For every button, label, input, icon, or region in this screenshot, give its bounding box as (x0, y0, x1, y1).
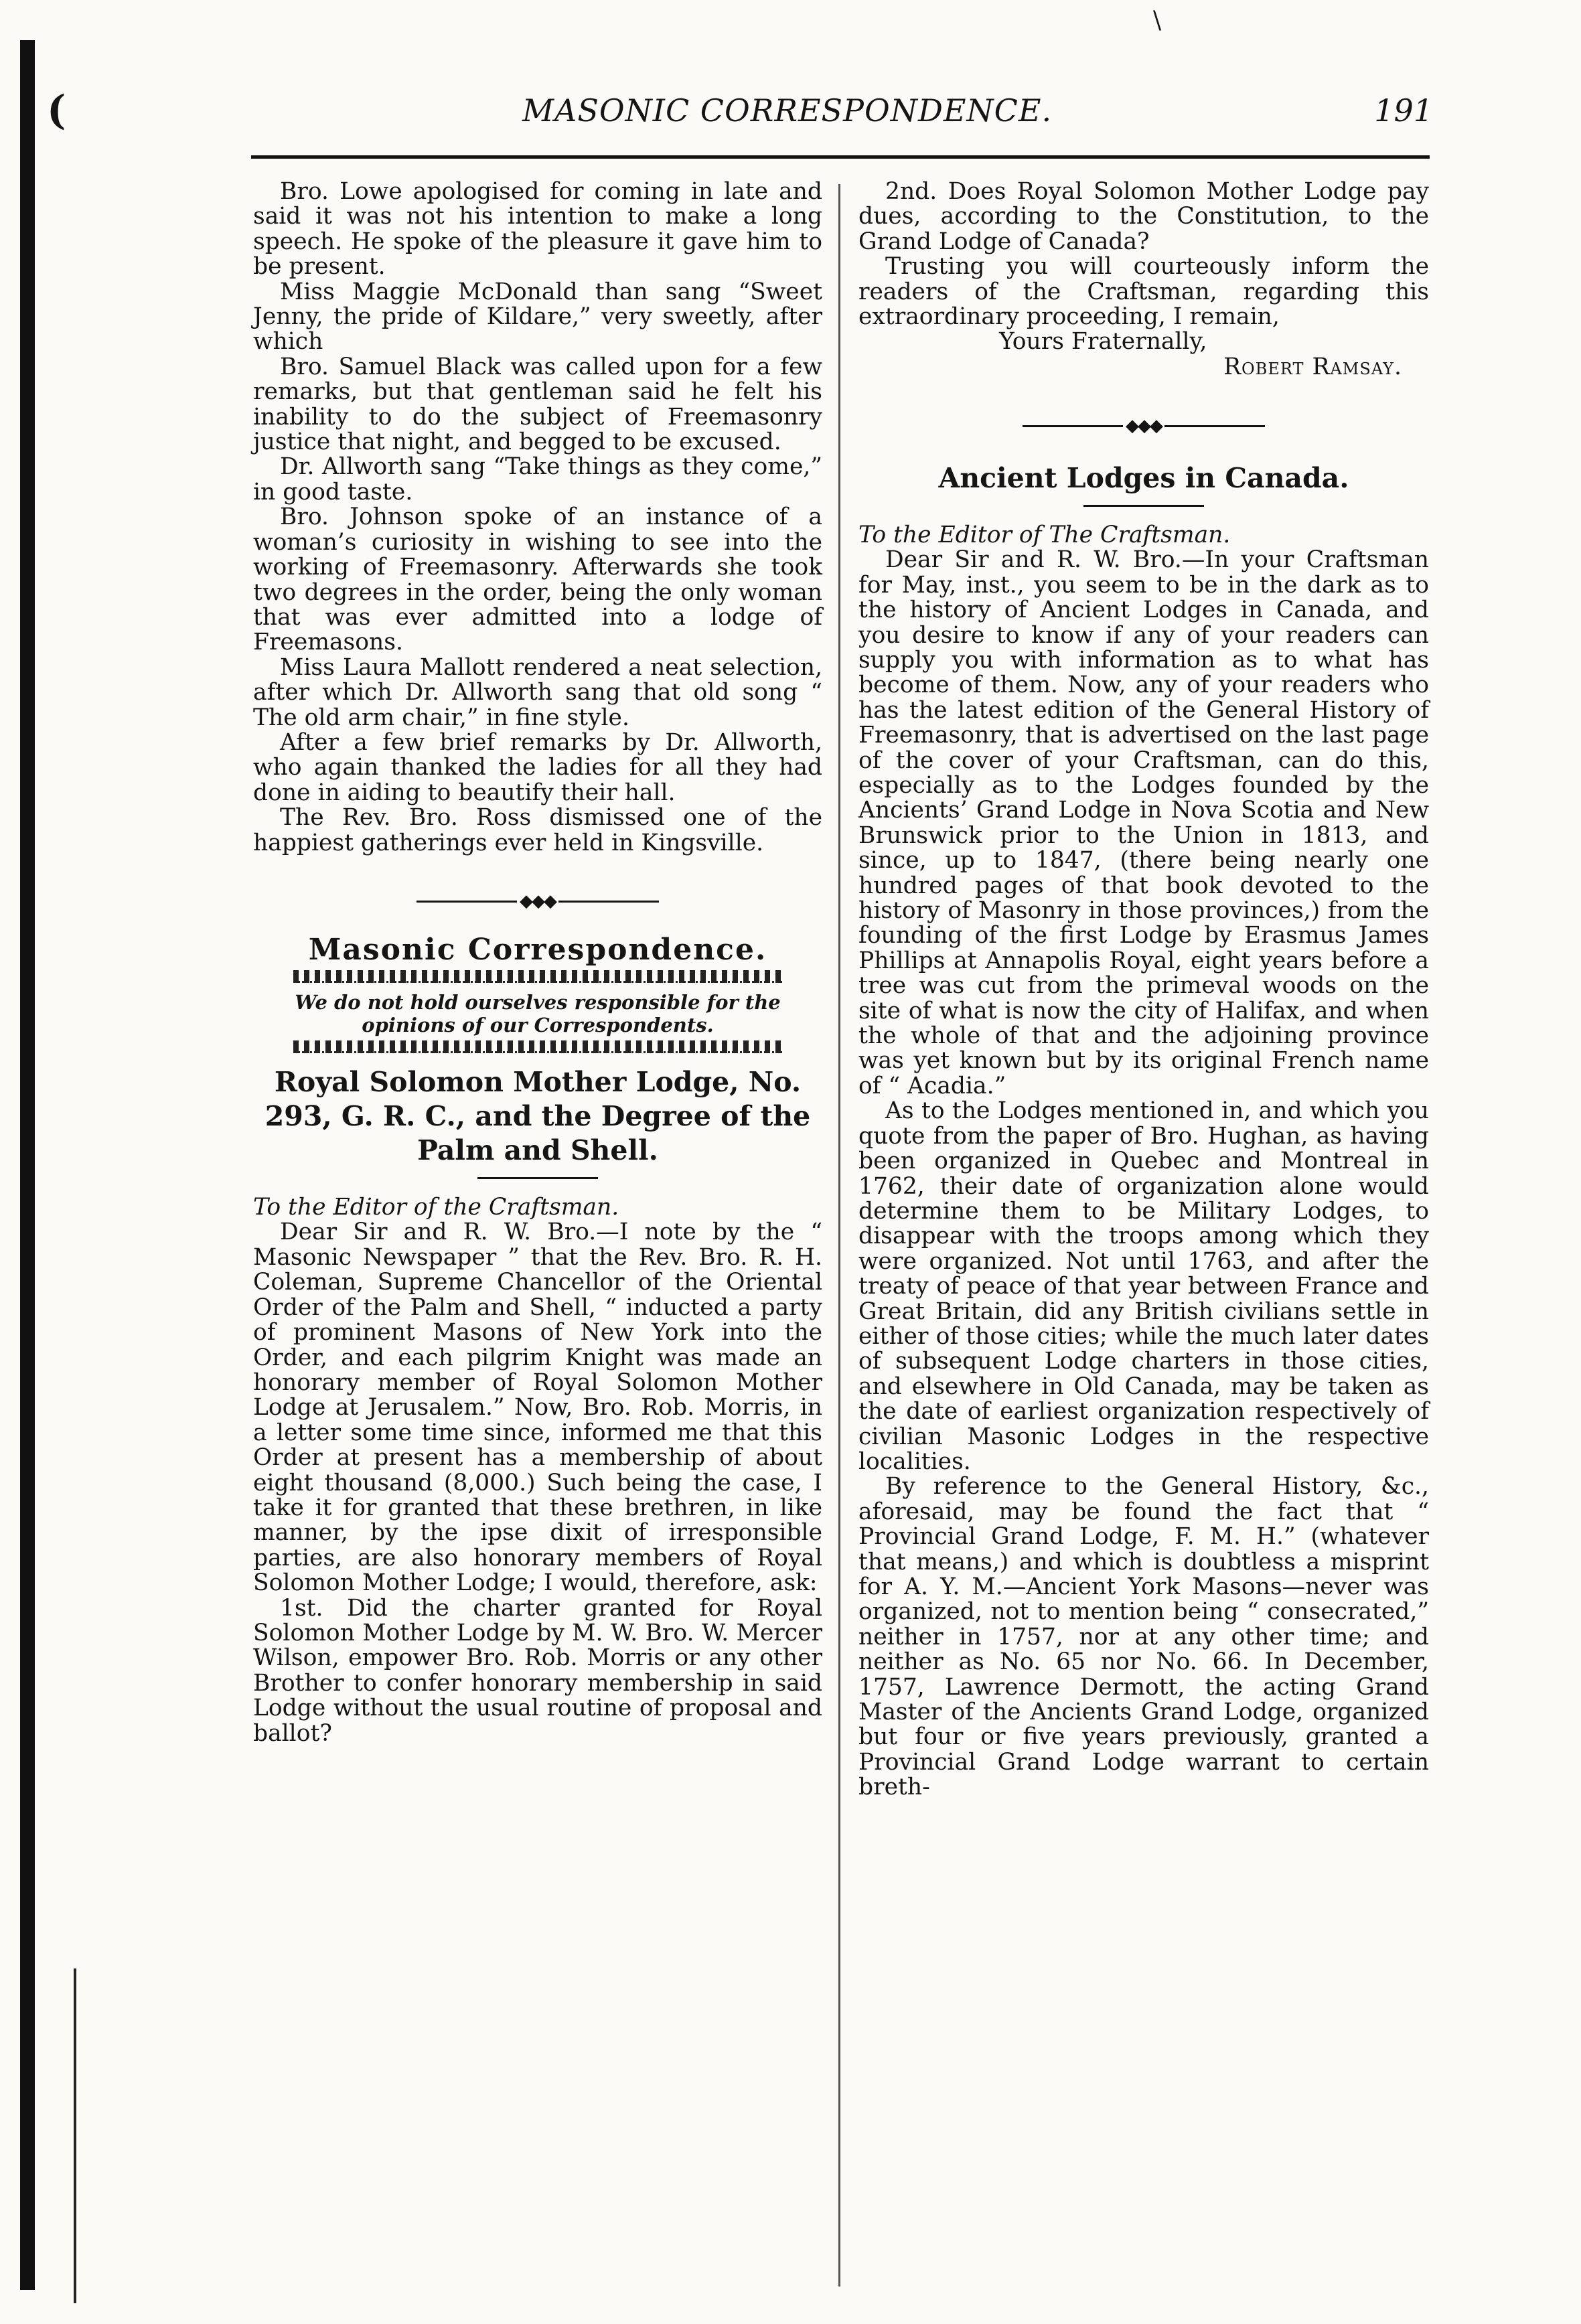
paragraph: By reference to the General History, &c., aforesaid, may be found the fact that “ Provincial Grand Lodge, F. M. H.” (whatever that means,) and which is doubtless a misprint for A. Y. M.—Ancient York Masons—never was organized, not to mention being “ consecrated,” neither in 1757, nor at any other time; and neither as No. 65 nor No. 66. In December, 1757, Lawrence Dermott, the acting Grand Master of the Ancients Grand Lodge, organized but four or five years previously, granted a Provincial Grand Lodge warrant to certain breth- (858, 1473, 1429, 1801)
paragraph: Bro. Johnson spoke of an instance of a woman’s curiosity in wishing to see into the working of Freemasonry. Afterwards she took two degrees in the order, being the only woman that was ever admitted into a lodge of Freemasons. (253, 503, 822, 656)
closing: Yours Fraternally, (999, 328, 1207, 356)
right-column (858, 179, 1429, 1800)
paragraph: 1st. Did the charter granted for Royal Solomon Mother Lodge by M. W. Bro. W. Mercer Wilson, empower Bro. Rob. Morris or any other Brother to confer honorary membership in said Lodge without the usual routine of proposal and ballot? (253, 1594, 822, 1747)
margin-rule (74, 1968, 76, 2303)
ornament-divider: ◆◆◆ (253, 889, 822, 915)
paragraph: After a few brief remarks by Dr. Allworth, who again thanked the ladies for all they had done in aiding to beautify their hall. (253, 728, 822, 806)
paragraph: Miss Maggie McDonald than sang “Sweet Jenny, the pride of Kildare,” very sweetly, after which (253, 278, 822, 356)
section-title: Masonic Correspondence. (308, 932, 767, 967)
corner-mark: ( (47, 87, 66, 134)
wavy-rule (293, 1040, 782, 1053)
salutation-line: To the Editor of The Craftsman. (858, 521, 1231, 548)
page-header (254, 92, 1433, 146)
salutation-line: To the Editor of the Craftsman. (253, 1194, 619, 1221)
page-number: 191 (1374, 92, 1433, 129)
paragraph: The Rev. Bro. Ross dismissed one of the happiest gatherings ever held in Kingsville. (253, 804, 822, 856)
paragraph: Bro. Samuel Black was called upon for a few remarks, but that gentleman said he felt his inability to do the subject of Freemasonry justice that night, and begged to be excused. (253, 353, 822, 456)
article-title: Royal Solomon Mother Lodge, No. 293, G. R. C., and the Degree of the Palm and Shell. (265, 1066, 811, 1167)
paragraph: Dear Sir and R. W. Bro.—I note by the “ Masonic Newspaper ” that the Rev. Bro. R. H. Coleman, Supreme Chancellor of the Oriental Order of the Palm and Shell, “ inducted a party of prominent Masons of New York into the Order, and each pilgrim Knight was made an honorary member of Royal Solomon Mother Lodge at Jerusalem.” Now, Bro. Rob. Morris, in a letter some time since, informed me that this Order at present has a membership of about eight thousand (8,000.) Such being the case, I take it for granted that these brethren, in like manner, by the ipse dixit of irresponsible parties, are also honorary members of Royal Solomon Mother Lodge; I would, therefore, ask: (253, 1219, 822, 1597)
paragraph: Bro. Lowe apologised for coming in late and said it was not his intention to make a long speech. He spoke of the pleasure it gave him to be present. (253, 178, 822, 281)
top-tick-mark: \ (1153, 7, 1162, 34)
column-divider (838, 184, 840, 2287)
title-rule (1083, 505, 1204, 507)
paragraph: Dear Sir and R. W. Bro.—In your Craftsman for May, inst., you seem to be in the dark as to the history of Ancient Lodges in Canada, and you desire to know if any of your readers can supply you with information as to what has become of them. Now, any of your readers who has the latest edition of the General History of Freemasonry, that is advertised on the last page of the cover of your Craftsman, can do this, especially as to the Lodges founded by the Ancients’ Grand Lodge in Nova Scotia and New Brunswick prior to the Union in 1813, and since, up to 1847, (there being nearly one hundred pages of that book devoted to the history of Masonry in those provinces,) from the founding of the first Lodge by Erasmus James Phillips at Annapolis Royal, eight years before a tree was cut from the primeval woods on the site of what is now the city of Halifax, and when the whole of that and the adjoining province was yet known but by its original French name of “ Acadia.” (858, 546, 1429, 1099)
binding-edge (20, 40, 35, 2290)
left-column (253, 179, 822, 1746)
ornament-divider: ◆◆◆ (858, 413, 1429, 439)
paragraph: Miss Laura Mallott rendered a neat selection, after which Dr. Allworth sang that old song “ The old arm chair,” in fine style. (253, 653, 822, 731)
signature: Robert Ramsay. (1223, 353, 1402, 380)
paragraph: Dr. Allworth sang “Take things as they come,” in good taste. (253, 453, 822, 506)
paragraph: As to the Lodges mentioned in, and which you quote from the paper of Bro. Hughan, as having been organized in Quebec and Montreal in 1762, their date of organization alone would determine them to be Military Lodges, to disappear with the troops among which they were organized. Not until 1763, and after the treaty of peace of that year between France and Great Britain, did any British civilians settle in either of those cities; while the much later dates of subsequent Lodge charters in those cities, and elsewhere in Old Canada, may be taken as the date of earliest organization respectively of civilian Masonic Lodges in the respective localities. (858, 1097, 1429, 1475)
article-title: Ancient Lodges in Canada. (938, 461, 1349, 494)
paragraph: Trusting you will courteously inform the readers of the Craftsman, regarding this extraordinary proceeding, I remain, (858, 253, 1429, 331)
header-rule (251, 155, 1430, 159)
disclaimer: We do not hold ourselves responsible for the opinions of our Correspondents. (295, 991, 781, 1037)
running-head: MASONIC CORRESPONDENCE. (522, 92, 1053, 129)
title-rule (477, 1177, 598, 1179)
paragraph: 2nd. Does Royal Solomon Mother Lodge pay dues, according to the Constitution, to the Grand Lodge of Canada? (858, 178, 1429, 255)
wavy-rule (293, 970, 782, 983)
